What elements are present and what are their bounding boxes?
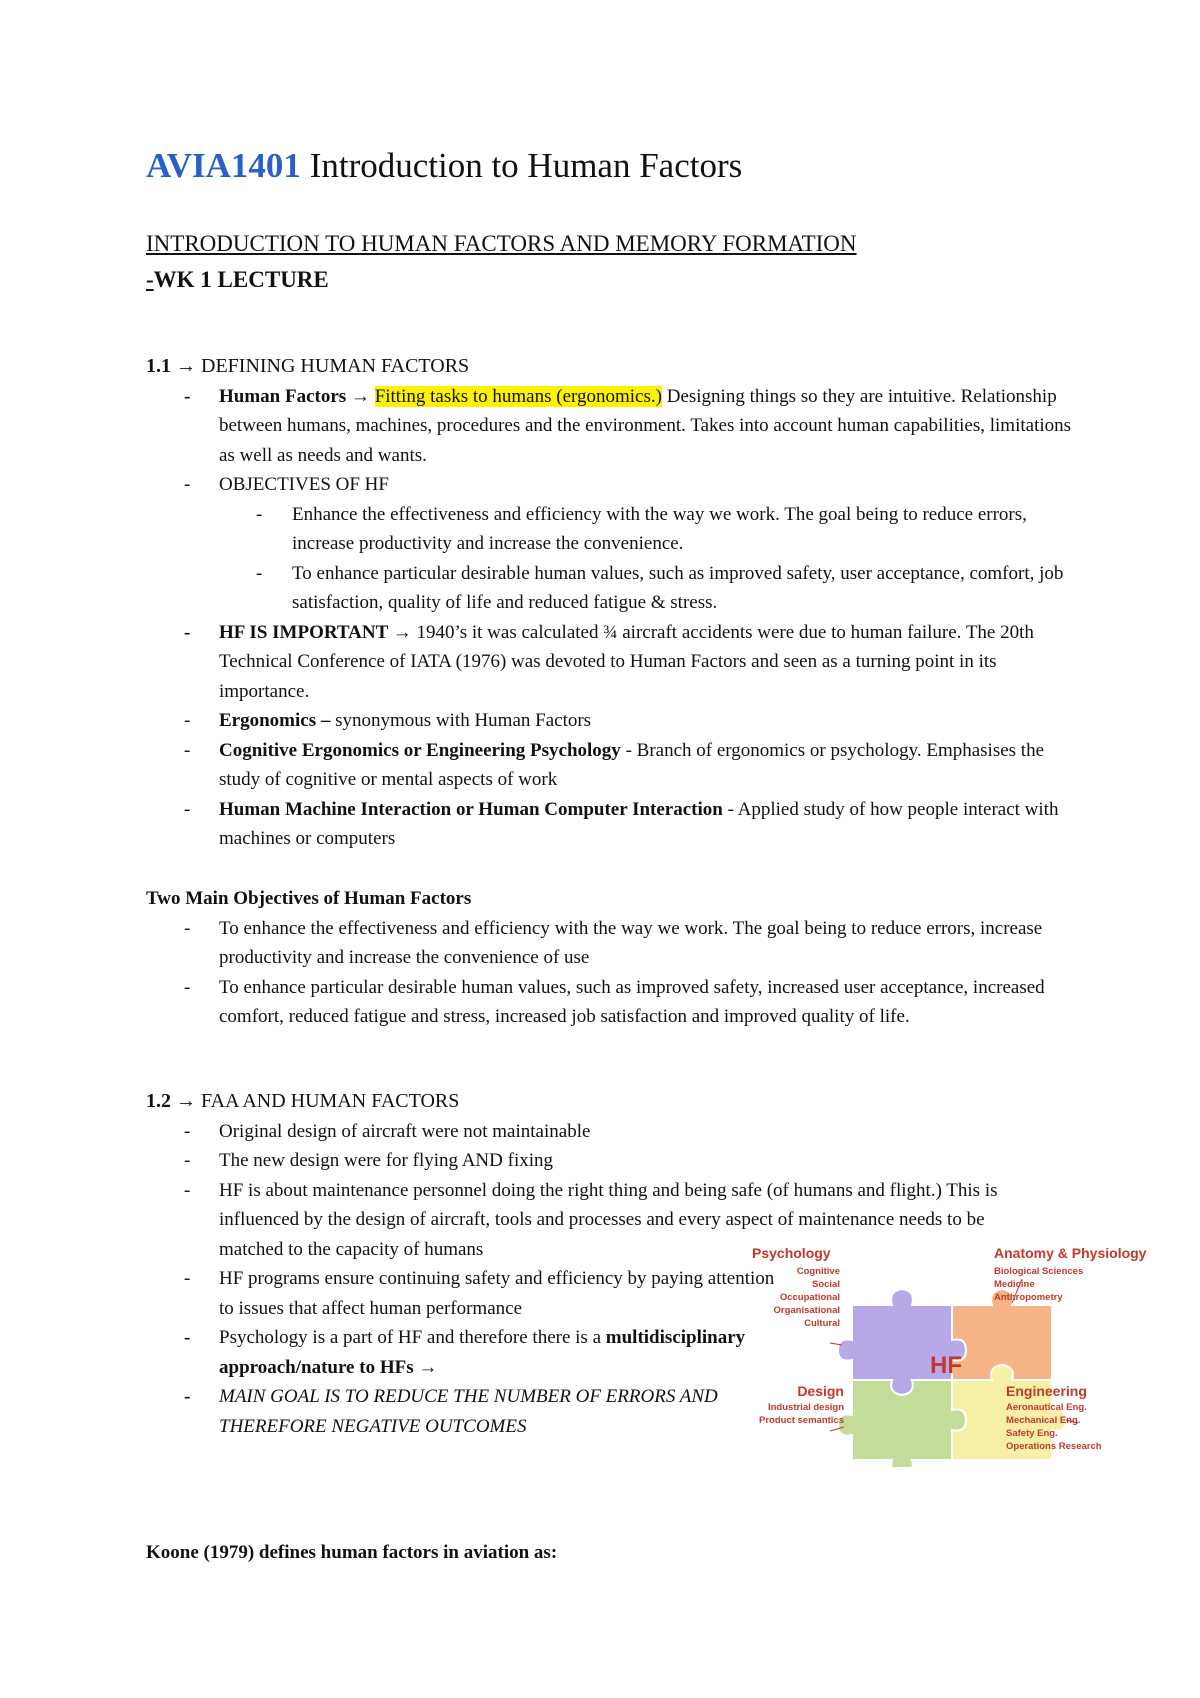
section-1-1-heading (146, 352, 1076, 382)
list-item: - The new design were for flying AND fixing (184, 1150, 554, 1171)
section-title: → FAA AND HUMAN FACTORS (171, 1090, 460, 1112)
subtitle-dash: - (146, 267, 154, 292)
engineering-label: Engineering (1006, 1383, 1087, 1399)
list-item: - Enhance the effectiveness and efficiency with the way we work. The goal being to reduce errors, increase productivity and increase the convenience. (256, 503, 1027, 554)
subtitle-line-2: WK 1 LECTURE (153, 267, 329, 292)
list-item: - Human Machine Interaction or Human Computer Interaction - Applied study of how people interact with machines or computers (184, 798, 1059, 849)
document-title (146, 146, 742, 186)
course-code: AVIA1401 (146, 146, 301, 185)
section-1-2-heading (146, 1087, 1076, 1117)
list-item: - To enhance particular desirable human values, such as improved safety, increased user acceptance, increased comfort, reduced fatigue and stress, increased job satisfaction and improved quality of life. (184, 976, 1045, 1027)
section-1-1 (146, 352, 1076, 854)
list-item: - Cognitive Ergonomics or Engineering Psychology - Branch of ergonomics or psychology. Emphasises the study of cognitive or mental aspects of work (184, 739, 1045, 790)
psychology-label: Psychology (752, 1245, 831, 1261)
list-item: - Psychology is a part of HF and therefore there is a multidisciplinary approach/nature to HFs → (184, 1327, 746, 1378)
course-title: Introduction to Human Factors (309, 146, 743, 185)
subtitle-line-1: INTRODUCTION TO HUMAN FACTORS AND MEMORY FORMATION (146, 231, 857, 256)
section-title: → DEFINING HUMAN FACTORS (171, 355, 470, 377)
list-item: - HF IS IMPORTANT → 1940’s it was calculated ¾ aircraft accidents were due to human failure. The 20th Technical Conference of IATA (1976) was devoted to Human Factors and seen as a turning point in its importance. (184, 621, 1034, 702)
list-item: - MAIN GOAL IS TO REDUCE THE NUMBER OF ERRORS AND THEREFORE NEGATIVE OUTCOMES (184, 1386, 718, 1437)
list-item: - To enhance the effectiveness and efficiency with the way we work. The goal being to reduce errors, increase productivity and increase the convenience of use (184, 917, 1043, 968)
two-objectives-heading: Two Main Objectives of Human Factors (146, 888, 472, 909)
objectives-sublist (219, 500, 1076, 618)
list-item: - Original design of aircraft were not maintainable (184, 1120, 591, 1142)
two-objectives (146, 884, 1076, 1032)
main-goal: MAIN GOAL IS TO REDUCE THE NUMBER OF ERRORS AND THEREFORE NEGATIVE OUTCOMES (219, 1386, 718, 1437)
anatomy-subs: Biological Sciences Medicine Anthropometry (994, 1266, 1084, 1303)
list-item: - Human Factors → Fitting tasks to humans (ergonomics.) Designing things so they are intuitive. Relationship between humans, machines, procedures and the environment. Takes into account human capabilities, limitations as well as needs and wants. (184, 385, 1072, 466)
design-subs: Industrial design Product semantics (759, 1402, 844, 1426)
highlighted-text: Fitting tasks to humans (ergonomics.) (374, 385, 662, 407)
psychology-subs: Cognitive Social Occupational Organisational Cultural (773, 1266, 840, 1329)
koone-definition: Koone (1979) defines human factors in aviation as: (146, 1542, 558, 1563)
engineering-subs: Aeronautical Eng. Mechanical Eng. Safety Eng. Operations Research (1006, 1402, 1102, 1452)
hf-puzzle-figure (752, 1245, 1158, 1467)
list-item: - HF programs ensure continuing safety and efficiency by paying attention to issues that affect human performance (184, 1268, 775, 1319)
puzzle-center-label: HF (930, 1352, 962, 1379)
section-number: 1.1 (146, 355, 171, 377)
list-item: - Ergonomics – synonymous with Human Factors (184, 710, 592, 731)
lecture-subtitle (146, 226, 857, 298)
section-number: 1.2 (146, 1090, 171, 1112)
list-item: - OBJECTIVES OF HF - Enhance the effectiveness and efficiency with the way we work. The goal being to reduce errors, increase productivity and increase the convenience. - To enhance particular desirable human values, such as improved safety, user acceptance, comfort, job satisfaction, quality of life and reduced fatigue & stress. (146, 470, 1076, 618)
list-item: - To enhance particular desirable human values, such as improved safety, user acceptance, comfort, job satisfaction, quality of life and reduced fatigue & stress. (256, 562, 1064, 613)
section-1-1-list (146, 382, 1076, 854)
two-objectives-list (146, 914, 1076, 1032)
list-item: - HF is about maintenance personnel doing the right thing and being safe (of humans and flight.) This is influenced by the design of aircraft, tools and processes and every aspect of maintenance needs to be matched to the capacity of humans (184, 1179, 998, 1260)
design-label: Design (797, 1383, 844, 1399)
anatomy-label: Anatomy & Physiology (994, 1245, 1147, 1261)
